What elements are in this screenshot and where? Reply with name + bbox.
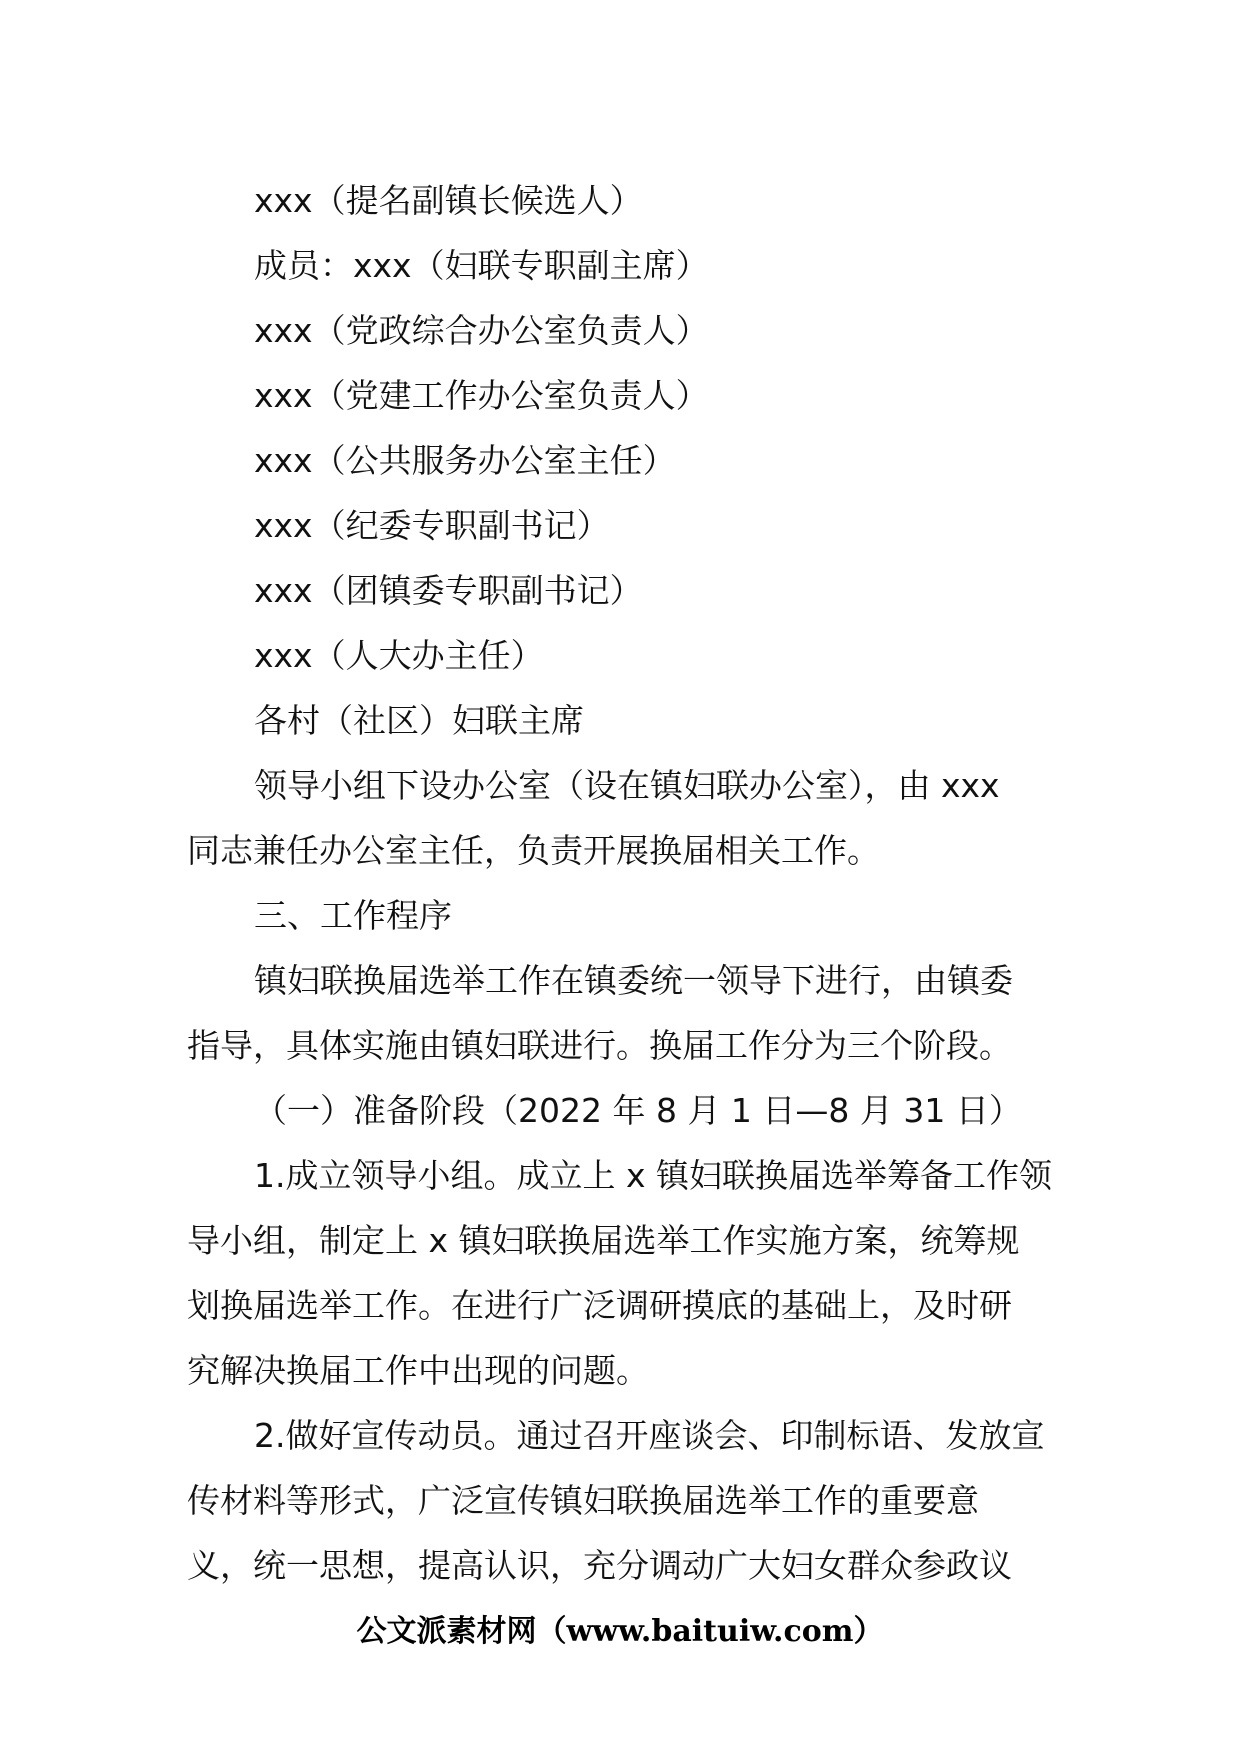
subsection-heading: （一）准备阶段（2022 年 8 月 1 日—8 月 31 日） (254, 1091, 1022, 1130)
text-line: xxx（团镇委专职副书记） (254, 571, 643, 610)
text-line: xxx（党政综合办公室负责人） (254, 311, 709, 350)
text-line: 划换届选举工作。在进行广泛调研摸底的基础上，及时研 (187, 1286, 1012, 1325)
text-line: 成员：xxx（妇联专职副主席） (254, 246, 709, 285)
text-line: xxx（公共服务办公室主任） (254, 441, 676, 480)
text-line: 各村（社区）妇联主席 (254, 701, 584, 740)
text-line: 领导小组下设办公室（设在镇妇联办公室），由 xxx (254, 766, 1000, 805)
text-line: 2.做好宣传动员。通过召开座谈会、印制标语、发放宣 (254, 1416, 1045, 1455)
text-line: 传材料等形式，广泛宣传镇妇联换届选举工作的重要意 (187, 1481, 979, 1520)
text-line: 导小组，制定上 x 镇妇联换届选举工作实施方案，统筹规 (187, 1221, 1020, 1260)
text-line: 镇妇联换届选举工作在镇委统一领导下进行，由镇委 (254, 961, 1013, 1000)
text-line: xxx（人大办主任） (254, 636, 544, 675)
footer-watermark: 公文派素材网（www.baituiw.com） (356, 1614, 884, 1649)
text-line: xxx（纪委专职副书记） (254, 506, 610, 545)
text-line: 义，统一思想，提高认识，充分调动广大妇女群众参政议 (187, 1546, 1012, 1585)
document-body (187, 168, 1059, 1598)
text-line: 指导，具体实施由镇妇联进行。换届工作分为三个阶段。 (187, 1026, 1012, 1065)
text-line: xxx（提名副镇长候选人） (254, 181, 643, 220)
text-line: 1.成立领导小组。成立上 x 镇妇联换届选举筹备工作领 (254, 1156, 1052, 1195)
text-line: 究解决换届工作中出现的问题。 (187, 1351, 649, 1390)
text-line: 同志兼任办公室主任，负责开展换届相关工作。 (187, 831, 880, 870)
text-line: xxx（党建工作办公室负责人） (254, 376, 709, 415)
section-heading: 三、工作程序 (254, 896, 452, 935)
